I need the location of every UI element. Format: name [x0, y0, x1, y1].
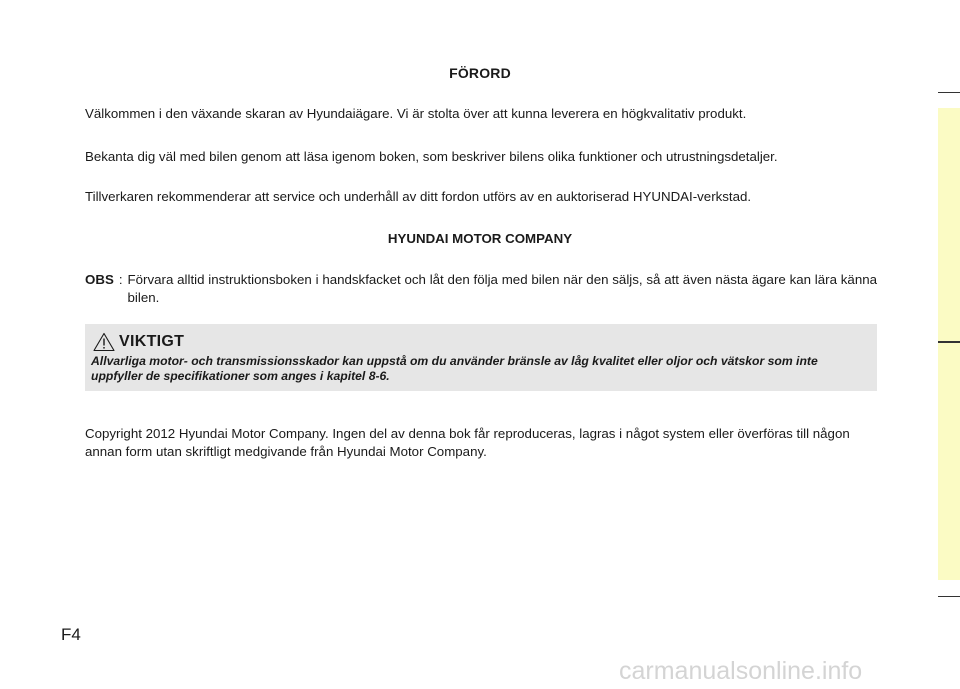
- warning-text: Allvarliga motor- och transmissionsskador kan uppstå om du använder bränsle av låg kvalitet eller oljor och vätskor som inte uppfyller de specifikationer som anges i kapitel 8-6.: [91, 354, 818, 383]
- copyright-text: Copyright 2012 Hyundai Motor Company. Ingen del av denna bok får reproduceras, lagras i något system eller överföras till någon annan form utan skriftligt medgivande från Hyundai Motor Company.: [85, 426, 850, 459]
- obs-separator: :: [118, 272, 123, 287]
- service-paragraph: Tillverkaren rekommenderar att service och underhåll av ditt fordon utförs av en auktoriserad HYUNDAI-verkstad.: [85, 189, 752, 204]
- watermark: carmanualsonline.info: [619, 657, 863, 685]
- obs-note: [85, 271, 877, 307]
- page-number: F4: [61, 625, 81, 644]
- obs-label: OBS: [85, 272, 114, 287]
- warning-box: [85, 324, 877, 391]
- warning-header: [91, 332, 871, 352]
- warning-triangle-icon: [93, 332, 115, 352]
- side-divider-top: [938, 92, 960, 93]
- side-divider-bottom: [938, 596, 960, 597]
- welcome-paragraph: Välkommen i den växande skaran av Hyundaiägare. Vi är stolta över att kunna leverera en högkvalitativ produkt.: [85, 106, 747, 121]
- company-name: HYUNDAI MOTOR COMPANY: [387, 231, 573, 246]
- intro-paragraph: Bekanta dig väl med bilen genom att läsa igenom boken, som beskriver bilens olika funktioner och utrustningsdetaljer.: [85, 149, 778, 164]
- side-tab: [938, 108, 960, 580]
- warning-title: VIKTIGT: [119, 333, 185, 350]
- obs-text: Förvara alltid instruktionsboken i handskfacket och låt den följa med bilen när den säljs, så att även nästa ägare kan lära känna bilen.: [127, 272, 877, 305]
- side-divider-middle: [938, 341, 960, 343]
- page-title: FÖRORD: [449, 65, 511, 81]
